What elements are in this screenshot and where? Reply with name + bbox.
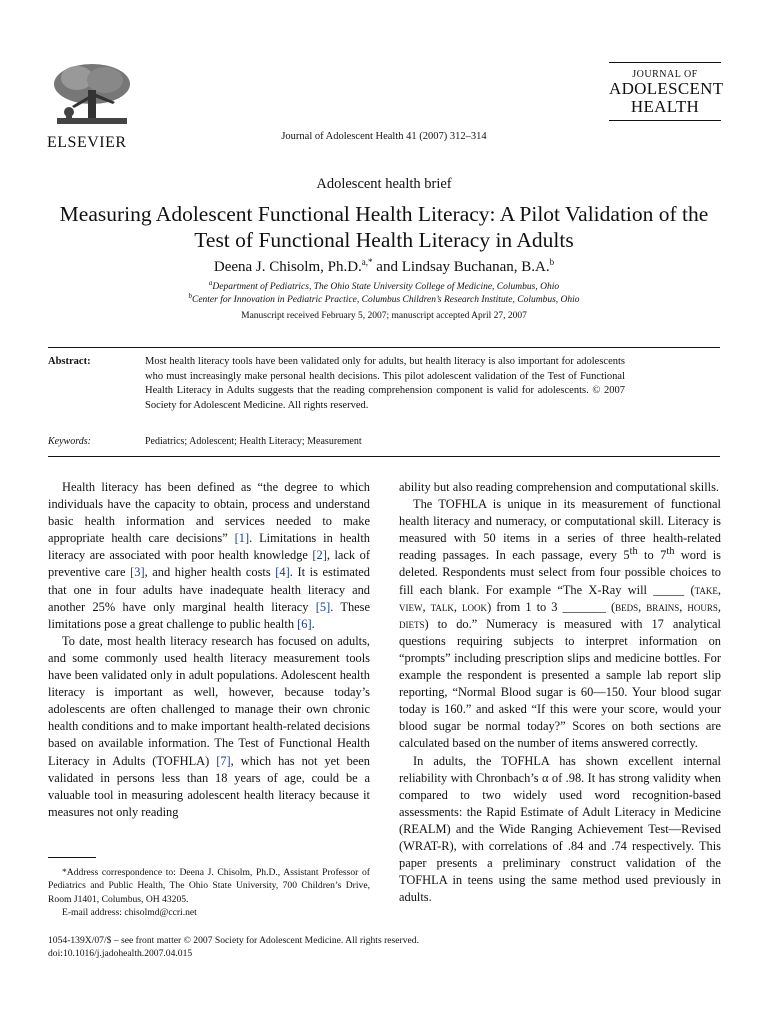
text-run: ) to do.” Numeracy is measured with 17 analytical questions requiring subjects to interpret information on “prompts” including prescription slips and medicine bottles. For example the respondent is presented a sample lab report slip reporting, “Normal Blood sugar is 60—150. Your blood sugar today is 160.” and asked “If this were your score, would your blood sugar be normal today?” Scores on both sections are calculated based on the number of items answered correctly. (399, 616, 721, 751)
correspondence-footnote (48, 866, 370, 919)
text-run-small-caps: take, view, talk, look (399, 582, 721, 614)
masthead-rule-top (609, 62, 721, 63)
abstract-rule-bottom (48, 456, 720, 457)
citation-link-5[interactable]: [5] (315, 599, 331, 614)
citation-link-2[interactable]: [2] (312, 548, 327, 563)
text-run: , and higher health costs (144, 565, 276, 580)
footnote-rule (48, 857, 96, 858)
paragraph: ability but also reading comprehension and computational skills. (399, 480, 720, 494)
paragraph (48, 633, 370, 821)
affiliation-a (0, 278, 768, 292)
text-run-small-caps: beds, brains, hours, diets (399, 599, 722, 631)
text-run: The TOFHLA is unique in its measurement of functional health literacy and numeracy, or computational skill. Literacy is measured with 50 items in a series of three health-related reading passages. In each passage, every 5 (399, 497, 721, 563)
affiliation-a-text: Department of Pediatrics, The Ohio State University College of Medicine, Columbus, Ohio (212, 282, 560, 292)
journal-masthead (609, 62, 724, 121)
citation-link-4[interactable]: [4] (275, 565, 290, 580)
text-run: . It is estimated that one in four adults have inadequate health literacy and another 25% have only marginal health literacy (48, 565, 370, 614)
text-run: , lack of preventive care (48, 548, 370, 580)
masthead-line-1: JOURNAL OF (632, 69, 698, 80)
paragraph (48, 479, 370, 633)
paragraph: In adults, the TOFHLA has shown excellent internal reliability with Chronbach’s α of .98. It has strong validity when compared to two widely used word recognition-based assessments: the Rapid Estimate of Adult Literacy in Medicine (REALM) and the Wide Ranging Achievement Test—Revised (WRAT-R), with correlations of .84 and .74 respectively. This paper presents a preliminary construct validation of the TOFHLA in teens using the same method used previously in adults. (399, 753, 721, 905)
masthead-line-2: ADOLESCENT (609, 79, 724, 98)
text-run: . Limitations in health literacy are associated with poor health knowledge (48, 531, 370, 563)
paragraph (399, 496, 721, 752)
affiliation-b-text: Center for Innovation in Pediatric Practice, Columbus Children’s Research Institute, Columbus, Ohio (191, 295, 580, 305)
masthead-rule-bottom (609, 120, 721, 121)
affiliation-a-mark: a (208, 278, 213, 287)
superscript: th (629, 546, 638, 558)
footnote-email: E-mail address: chisolmd@ccri.net (62, 906, 197, 918)
masthead-line-3: HEALTH (630, 97, 700, 116)
citation-link-6[interactable]: [6] (297, 616, 312, 631)
footnote-address: *Address correspondence to: Deena J. Chisolm, Ph.D., Assistant Professor of Pediatrics and Public Health, The Ohio State University, 700 Children’s Drive, Room J1401, Columbus, OH 43205. (48, 867, 370, 905)
text-run: ) from 1 to 3 _______ ( (487, 599, 616, 614)
text-run: . These limitations pose a great challenge to public health (48, 599, 370, 631)
author-line (0, 259, 768, 276)
journal-citation: Journal of Adolescent Health 41 (2007) 312–314 (281, 131, 487, 142)
citation-link-7[interactable]: [7] (216, 753, 231, 768)
text-run: , which has not yet been validated in persons less than 18 years of age, could be a valuable tool in measuring adolescent health literacy because it measures not only reading (48, 753, 370, 819)
superscript: th (666, 546, 675, 558)
affiliation-b-mark: b (188, 291, 192, 300)
author-1-affiliation-mark: a,* (361, 257, 373, 267)
body-column-left (48, 479, 370, 821)
author-join: and (372, 259, 402, 275)
front-matter-line: 1054-139X/07/$ – see front matter © 2007 Society for Adolescent Medicine. All rights reserved. (48, 935, 419, 946)
abstract-text: Most health literacy tools have been validated only for adults, but health literacy is also important for adolescents who must increasingly make personal health decisions. This pilot adolescent validation of the Test of Functional Health Literacy in Adults suggests that the reading comprehension component is valid for adolescents. © 2007 Society for Adolescent Medicine. All rights reserved. (145, 356, 625, 411)
abstract-label: Abstract: (48, 356, 91, 367)
text-run: . (311, 616, 315, 631)
citation-link-3[interactable]: [3] (130, 565, 145, 580)
body-column-right (399, 479, 721, 906)
abstract-rule-top (48, 347, 720, 348)
author-1: Deena J. Chisolm, Ph.D. (213, 259, 362, 275)
text-run: To date, most health literacy research has focused on adults, and some commonly used health literacy measurement tools have been validated only in adult populations. Adolescent health literacy is important as well, however, because today’s adolescents are often challenged to manage their own chronic health conditions and to make important health-related decisions based on available information. The Test of Functional Health Literacy in Adults (TOFHLA) (48, 633, 370, 768)
keywords-label: Keywords: (48, 436, 91, 447)
citation-link-1[interactable]: [1] (234, 531, 250, 546)
manuscript-dates: Manuscript received February 5, 2007; manuscript accepted April 27, 2007 (241, 311, 527, 321)
section-heading: Adolescent health brief (316, 176, 452, 192)
author-2-affiliation-mark: b (549, 257, 555, 267)
affiliation-b (0, 291, 768, 305)
text-run: to 7 (637, 548, 667, 563)
elsevier-tree-logo (47, 60, 137, 130)
author-2: Lindsay Buchanan, B.A. (401, 259, 550, 275)
text-run: word is deleted. Respondents must select from four possible choices to fill each blank. For example “The X-Ray will _____ ( (399, 548, 721, 597)
article-title: Measuring Adolescent Functional Health Literacy: A Pilot Validation of the Test of Functional Health Literacy in Adults (59, 202, 709, 252)
doi-line: doi:10.1016/j.jadohealth.2007.04.015 (48, 948, 193, 960)
text-run: Health literacy has been defined as “the degree to which individuals have the capacity to obtain, process and understand basic health information and services needed to make appropriate health care decisions” (48, 480, 370, 546)
copyright-footer (48, 934, 419, 961)
keywords-text: Pediatrics; Adolescent; Health Literacy; Measurement (145, 436, 362, 447)
publisher-name: ELSEVIER (47, 134, 127, 151)
